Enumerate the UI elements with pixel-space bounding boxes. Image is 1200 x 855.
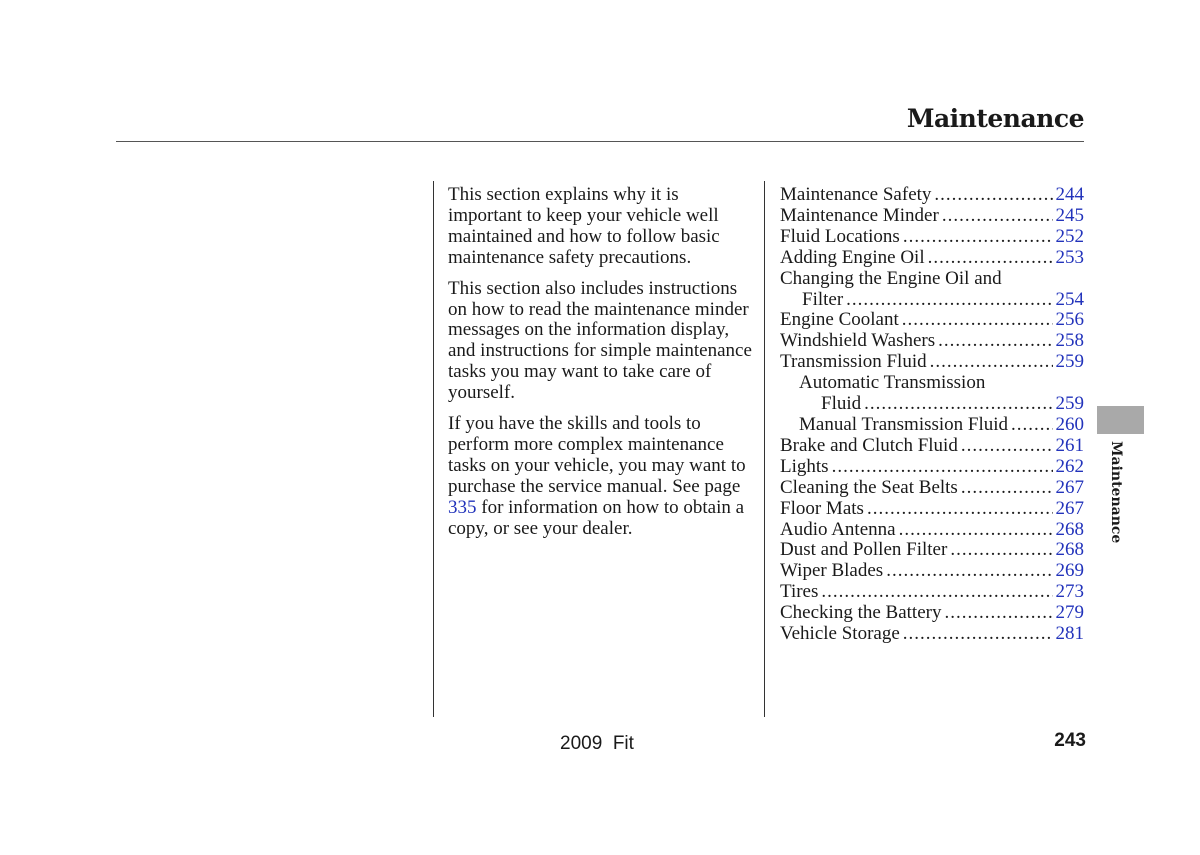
toc-item[interactable]: Fluid ..... 259 [780,394,1084,415]
toc-item[interactable]: Manual Transmission Fluid ..... 260 [780,415,1084,436]
toc-page-link[interactable]: 253 [1055,246,1084,268]
toc-item[interactable]: Dust and Pollen Filter ..... 268 [780,540,1084,561]
toc-item[interactable]: Lights ..... 262 [780,457,1084,478]
page-link-335[interactable]: 335 [448,496,477,518]
toc-page-link[interactable]: 260 [1055,413,1084,435]
toc-page-link[interactable]: 252 [1055,225,1084,247]
toc-item[interactable]: Engine Coolant ..... 256 [780,310,1084,331]
toc-item[interactable]: Adding Engine Oil ..... 253 [780,248,1084,269]
toc-item[interactable]: Checking the Battery ..... 279 [780,603,1084,624]
toc-page-link[interactable]: 256 [1055,309,1084,331]
toc-page-link[interactable]: 273 [1055,581,1084,603]
intro-paragraph-2: This section also includes instructions on how to read the maintenance minder messages on the information display, and instructions for simple maintenance tasks you may want to take care of yourself. [448,277,752,404]
toc-item[interactable]: Maintenance Minder ..... 245 [780,206,1084,227]
column-divider-left [433,181,434,717]
page-number: 243 [1054,730,1086,751]
toc-item-heading: Changing the Engine Oil and [780,267,1002,289]
section-tab-label: Maintenance [1108,441,1124,544]
footer-model: 2009 Fit [560,733,634,754]
toc-page-link[interactable]: 279 [1055,602,1084,624]
toc-item[interactable]: Tires ..... 273 [780,582,1084,603]
table-of-contents [780,185,1084,645]
toc-page-link[interactable]: 267 [1055,476,1084,498]
toc-page-link[interactable]: 244 [1055,184,1084,205]
toc-item[interactable]: Brake and Clutch Fluid ..... 261 [780,436,1084,457]
toc-item[interactable]: Transmission Fluid ..... 259 [780,352,1084,373]
toc-item[interactable]: Cleaning the Seat Belts ..... 267 [780,478,1084,499]
intro-text [448,185,753,550]
toc-page-link[interactable]: 261 [1055,434,1084,456]
toc-item[interactable]: Fluid Locations ..... 252 [780,227,1084,248]
toc-page-link[interactable]: 254 [1055,288,1084,310]
page-title: Maintenance [906,104,1084,133]
intro-paragraph-3-before: If you have the skills and tools to perform more complex maintenance tasks on your vehicle, you may want to purchase the service manual. See page [448,413,746,497]
toc-item[interactable]: Windshield Washers ..... 258 [780,331,1084,352]
toc-page-link[interactable]: 281 [1055,623,1084,645]
intro-paragraph-3 [448,414,753,539]
section-tab[interactable] [1097,406,1144,434]
toc-page-link[interactable]: 269 [1055,560,1084,582]
intro-paragraph-3-after: for information on how to obtain a copy, or see your dealer. [448,496,745,539]
toc-item[interactable]: Vehicle Storage ..... 281 [780,624,1084,645]
toc-page-link[interactable]: 262 [1055,455,1084,477]
toc-item[interactable]: Maintenance Safety ..... 244 [780,185,1084,206]
toc-item[interactable]: Audio Antenna ..... 268 [780,520,1084,541]
title-rule [116,141,1084,142]
toc-page-link[interactable]: 268 [1055,518,1084,540]
intro-paragraph-1: This section explains why it is important to keep your vehicle well maintained and how to follow basic maintenance safety precautions. [448,184,720,268]
toc-item[interactable]: Wiper Blades ..... 269 [780,561,1084,582]
toc-page-link[interactable]: 267 [1055,497,1084,519]
toc-page-link[interactable]: 268 [1055,539,1084,561]
column-divider-right [764,181,765,717]
toc-item-heading: Automatic Transmission [799,372,986,394]
toc-page-link[interactable]: 245 [1055,204,1084,226]
toc-page-link[interactable]: 259 [1055,351,1084,373]
toc-item[interactable]: Floor Mats ..... 267 [780,499,1084,520]
toc-page-link[interactable]: 259 [1055,393,1084,415]
toc-item[interactable]: Filter ..... 254 [780,290,1084,311]
toc-page-link[interactable]: 258 [1055,330,1084,352]
